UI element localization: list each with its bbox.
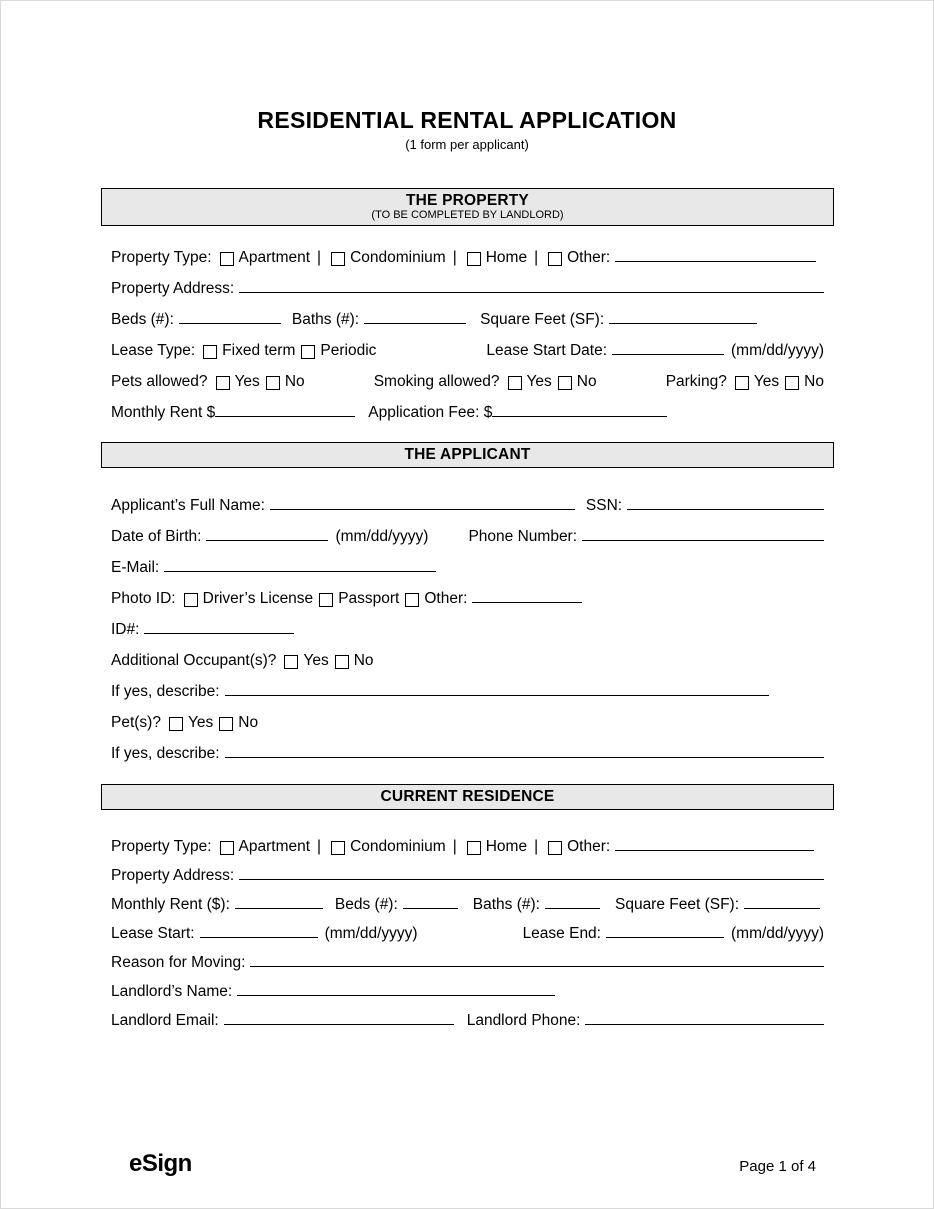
full-name-input-line[interactable] [270,496,575,510]
property-section-body [101,248,834,422]
dob-format: (mm/dd/yyyy) [335,528,429,545]
pets-allowed-no-label: No [284,373,305,390]
smoking-allowed-yes-checkbox[interactable] [508,376,522,390]
property-other-checkbox[interactable] [548,252,562,266]
reason-moving-row [111,953,824,972]
additional-occupants-label: Additional Occupant(s)? [111,652,277,669]
residence-lease-end-format: (mm/dd/yyyy) [731,925,824,942]
full-name-label: Applicant’s Full Name: [111,497,265,514]
parking-yes-checkbox[interactable] [735,376,749,390]
application-fee-label: Application Fee: $ [368,404,493,421]
residence-sqft-label: Square Feet (SF): [614,896,740,913]
property-address-row [111,279,824,298]
landlord-phone-input-line[interactable] [585,1011,824,1025]
property-size-row [111,310,824,329]
dob-label: Date of Birth: [111,528,202,545]
dob-phone-row [111,527,824,546]
page-footer [1,1150,934,1178]
residence-lease-dates-row [111,924,824,943]
parking-group [666,372,824,391]
smoking-allowed-yes-label: Yes [526,373,552,390]
beds-label: Beds (#): [111,311,174,328]
lease-type-label: Lease Type: [111,342,196,359]
baths-label: Baths (#): [291,311,360,328]
form-sheet [101,188,834,1030]
email-input-line[interactable] [164,558,436,572]
fixed-term-label: Fixed term [222,342,296,359]
residence-home-checkbox[interactable] [467,841,481,855]
residence-type-row [111,837,824,856]
photo-id-other-checkbox[interactable] [405,593,419,607]
property-home-checkbox[interactable] [467,252,481,266]
ssn-label: SSN: [585,497,623,514]
smoking-allowed-no-checkbox[interactable] [558,376,572,390]
passport-checkbox[interactable] [319,593,333,607]
lease-start-date-input-line[interactable] [612,341,724,355]
lease-type-row [111,341,824,360]
periodic-label: Periodic [320,342,377,359]
separator: | [534,838,539,855]
phone-label: Phone Number: [468,528,578,545]
photo-id-label: Photo ID: [111,590,176,607]
property-apartment-checkbox[interactable] [220,252,234,266]
esign-logo: eSign [129,1150,192,1177]
pets-describe-input-line[interactable] [225,744,824,758]
ssn-input-line[interactable] [627,496,824,510]
residence-baths-label: Baths (#): [472,896,540,913]
reason-moving-label: Reason for Moving: [111,954,246,971]
landlord-email-label: Landlord Email: [111,1012,219,1029]
residence-condominium-label: Condominium [350,838,446,855]
property-section-title: THE PROPERTY [406,192,529,209]
pets-row [111,713,824,732]
pets-describe-row [111,744,824,763]
property-other-input-line[interactable] [615,248,816,262]
residence-baths-input-line[interactable] [545,895,600,909]
separator: | [452,838,457,855]
id-number-label: ID#: [111,621,140,638]
applicant-section-title: THE APPLICANT [404,446,531,463]
rent-fee-row [111,403,824,422]
separator: | [317,249,322,266]
monthly-rent-label: Monthly Rent $ [111,404,216,421]
pets-yes-checkbox[interactable] [169,717,183,731]
sqft-label: Square Feet (SF): [480,311,605,328]
applicant-section-body [101,496,834,763]
residence-lease-end-label: Lease End: [522,925,601,942]
occupants-no-label: No [353,652,374,669]
residence-section-body [101,837,834,1030]
parking-no-checkbox[interactable] [785,376,799,390]
residence-lease-start-format: (mm/dd/yyyy) [324,925,418,942]
lease-start-date-label: Lease Start Date: [486,342,607,359]
smoking-allowed-group [374,372,597,391]
pets-allowed-label: Pets allowed? [111,373,208,390]
page-title: RESIDENTIAL RENTAL APPLICATION [257,107,677,133]
baths-input-line[interactable] [364,310,466,324]
residence-rent-input-line[interactable] [235,895,323,909]
pets-allowed-group [111,372,305,391]
residence-other-label: Other: [567,838,611,855]
fixed-term-checkbox[interactable] [203,345,217,359]
passport-label: Passport [338,590,400,607]
landlord-name-label: Landlord’s Name: [111,983,233,1000]
id-number-input-line[interactable] [144,620,294,634]
occupants-describe-input-line[interactable] [225,682,769,696]
occupants-describe-label: If yes, describe: [111,683,220,700]
id-number-row [111,620,824,639]
pets-allowed-yes-checkbox[interactable] [216,376,230,390]
property-type-row [111,248,824,267]
property-home-label: Home [485,249,528,266]
landlord-name-input-line[interactable] [237,982,555,996]
residence-apartment-label: Apartment [238,838,311,855]
email-row [111,558,824,577]
pets-allowed-yes-label: Yes [234,373,260,390]
landlord-contact-row [111,1011,824,1030]
property-section-header [101,188,834,226]
property-condominium-checkbox[interactable] [331,252,345,266]
residence-section-header [101,784,834,810]
drivers-license-checkbox[interactable] [184,593,198,607]
occupants-describe-row [111,682,824,701]
beds-input-line[interactable] [179,310,281,324]
residence-lease-end-input-line[interactable] [606,924,724,938]
property-apartment-label: Apartment [238,249,311,266]
email-label: E-Mail: [111,559,160,576]
residence-apartment-checkbox[interactable] [220,841,234,855]
parking-no-label: No [804,373,824,390]
residence-beds-label: Beds (#): [334,896,398,913]
residence-other-checkbox[interactable] [548,841,562,855]
occupants-yes-checkbox[interactable] [284,655,298,669]
name-ssn-row [111,496,824,515]
parking-yes-label: Yes [753,373,780,390]
landlord-phone-label: Landlord Phone: [466,1012,581,1029]
pets-yes-label: Yes [187,714,214,731]
lease-start-group [111,924,418,943]
occupants-no-checkbox[interactable] [335,655,349,669]
separator: | [452,249,457,266]
applicant-section-header [101,442,834,468]
residence-sqft-input-line[interactable] [744,895,820,909]
photo-id-row [111,589,824,608]
sqft-input-line[interactable] [609,310,757,324]
residence-rent-label: Monthly Rent ($): [111,896,230,913]
residence-lease-start-input-line[interactable] [200,924,318,938]
smoking-allowed-label: Smoking allowed? [373,373,500,390]
separator: | [534,249,539,266]
separator: | [317,838,322,855]
lease-start-date-group [486,341,824,360]
photo-id-other-label: Other: [424,590,468,607]
residence-home-label: Home [485,838,528,855]
residence-address-row [111,866,824,885]
residence-other-input-line[interactable] [615,837,814,851]
property-other-label: Other: [567,249,611,266]
residence-section-title: CURRENT RESIDENCE [380,788,555,805]
residence-beds-input-line[interactable] [403,895,458,909]
residence-address-input-line[interactable] [239,866,824,880]
page-subtitle: (1 form per applicant) [405,137,529,152]
landlord-email-input-line[interactable] [224,1011,454,1025]
residence-address-label: Property Address: [111,867,235,884]
pets-no-checkbox[interactable] [219,717,233,731]
residence-type-label: Property Type: [111,838,212,855]
occupants-yes-label: Yes [303,652,329,669]
property-section-note: (TO BE COMPLETED BY LANDLORD) [371,209,564,221]
pets-label: Pet(s)? [111,714,161,731]
residence-condominium-checkbox[interactable] [331,841,345,855]
property-address-label: Property Address: [111,280,235,297]
pets-describe-label: If yes, describe: [111,745,220,762]
pets-allowed-no-checkbox[interactable] [266,376,280,390]
residence-lease-start-label: Lease Start: [111,925,195,942]
monthly-rent-input-line[interactable] [215,403,355,417]
pets-no-label: No [238,714,259,731]
landlord-name-row [111,982,824,1001]
property-yesno-row [111,372,824,391]
parking-label: Parking? [665,373,727,390]
property-address-input-line[interactable] [239,279,824,293]
additional-occupants-row [111,651,824,670]
drivers-license-label: Driver’s License [202,590,314,607]
page-number: Page 1 of 4 [739,1158,816,1175]
phone-input-line[interactable] [582,527,824,541]
periodic-checkbox[interactable] [301,345,315,359]
reason-moving-input-line[interactable] [250,953,824,967]
photo-id-other-input-line[interactable] [472,589,582,603]
residence-rent-size-row [111,895,824,914]
dob-input-line[interactable] [206,527,328,541]
application-fee-input-line[interactable] [492,403,667,417]
smoking-allowed-no-label: No [576,373,597,390]
property-type-label: Property Type: [111,249,212,266]
lease-start-date-format: (mm/dd/yyyy) [731,342,824,359]
lease-end-group [523,924,824,943]
property-condominium-label: Condominium [350,249,446,266]
